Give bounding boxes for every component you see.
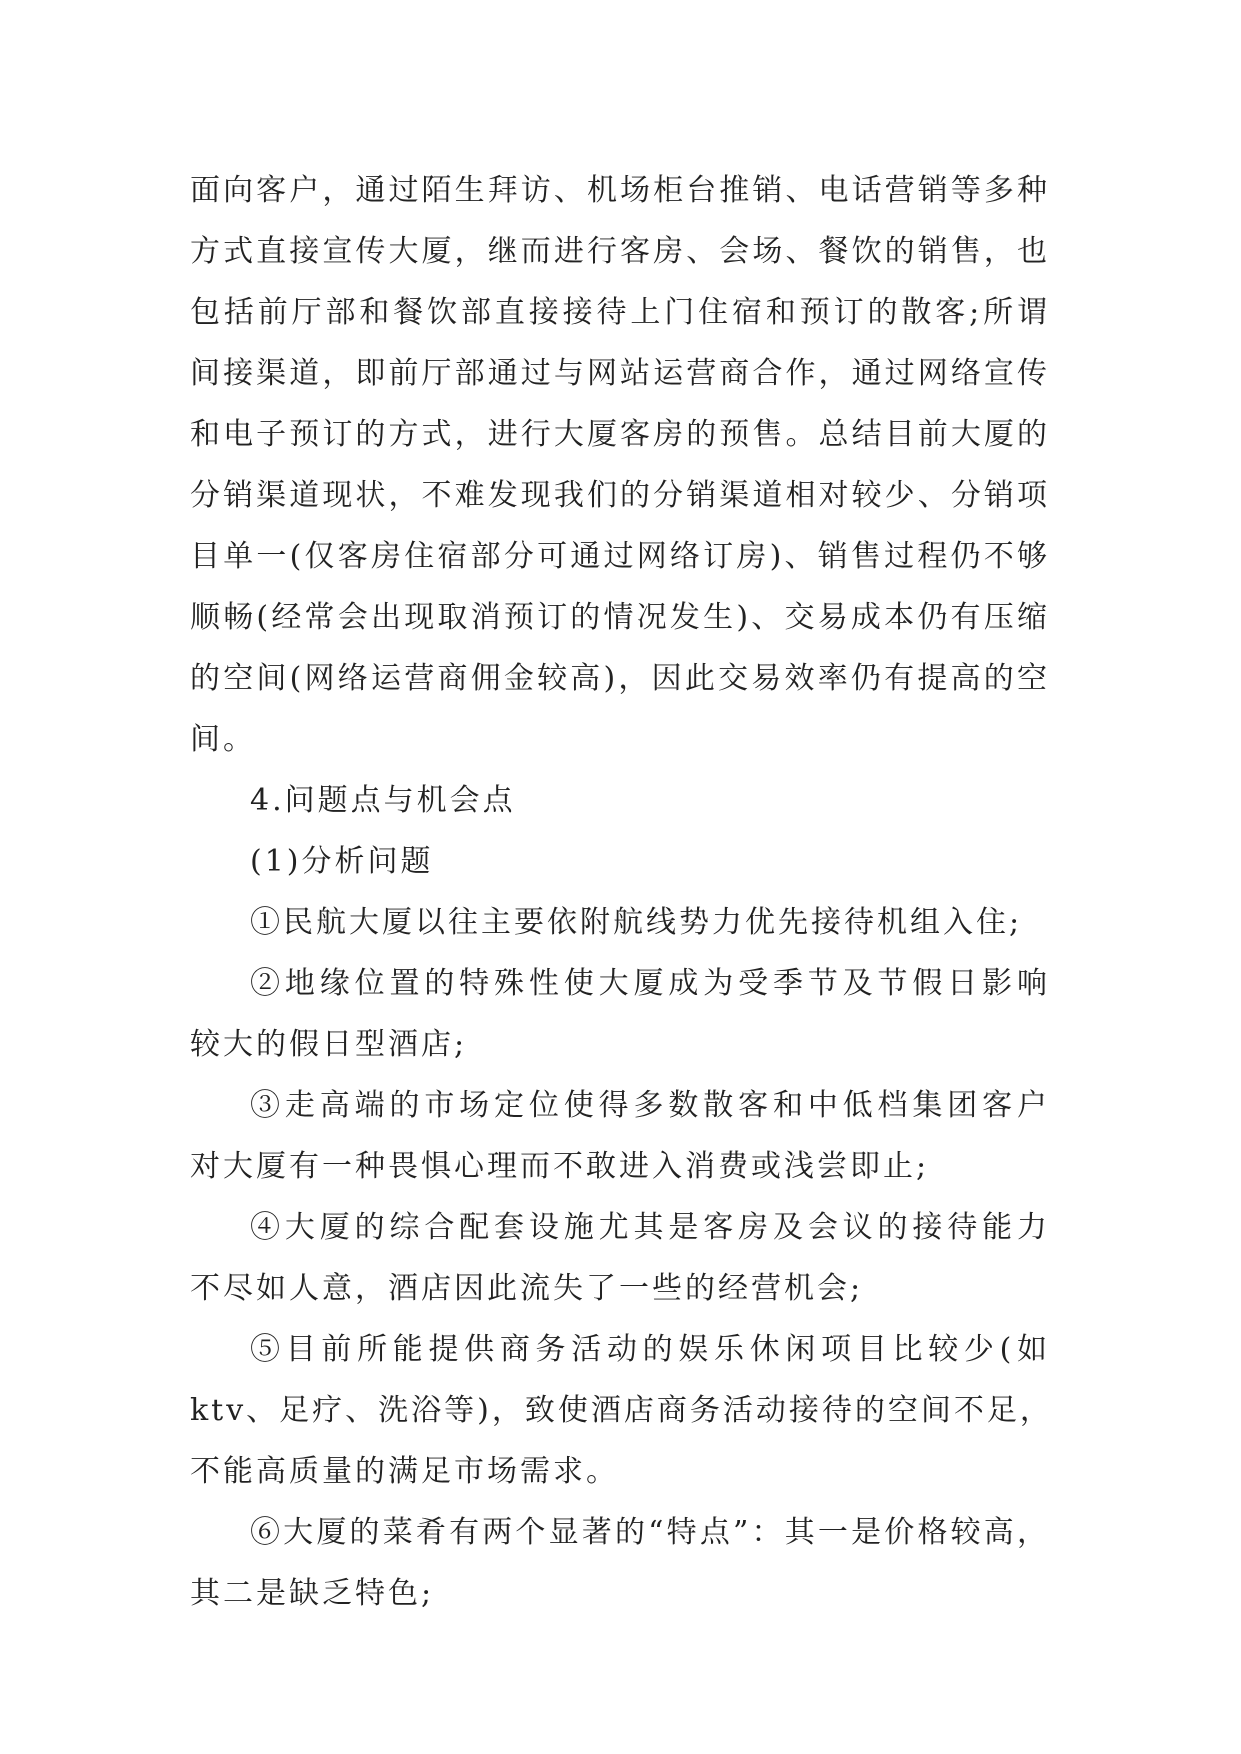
text-line: 间接渠道，即前厅部通过与网站运营商合作，通过网络宣传 bbox=[190, 356, 1050, 391]
list-item: ⑥大厦的菜肴有两个显著的“特点”：其一是价格较高， bbox=[250, 1515, 1050, 1550]
list-item-continuation: 较大的假日型酒店; bbox=[190, 1027, 468, 1062]
section-heading: 4.问题点与机会点 bbox=[250, 783, 516, 818]
text-line: 顺畅(经常会出现取消预订的情况发生)、交易成本仍有压缩 bbox=[190, 600, 1050, 635]
list-item: ①民航大厦以往主要依附航线势力优先接待机组入住; bbox=[250, 905, 1023, 940]
text-line: 包括前厅部和餐饮部直接接待上门住宿和预订的散客;所谓 bbox=[190, 295, 1050, 330]
text-line: 的空间(网络运营商佣金较高)，因此交易效率仍有提高的空 bbox=[190, 661, 1050, 696]
list-item: ⑤目前所能提供商务活动的娱乐休闲项目比较少(如 bbox=[250, 1332, 1050, 1367]
body-text bbox=[190, 160, 1053, 1624]
subsection-heading: (1)分析问题 bbox=[250, 844, 434, 879]
text-line: 目单一(仅客房住宿部分可通过网络订房)、销售过程仍不够 bbox=[190, 539, 1050, 574]
text-line: 面向客户，通过陌生拜访、机场柜台推销、电话营销等多种 bbox=[190, 173, 1050, 208]
list-item: ②地缘位置的特殊性使大厦成为受季节及节假日影响 bbox=[250, 966, 1050, 1001]
text-line: 和电子预订的方式，进行大厦客房的预售。总结目前大厦的 bbox=[190, 417, 1050, 452]
list-item: ④大厦的综合配套设施尤其是客房及会议的接待能力 bbox=[250, 1210, 1050, 1245]
text-line: 间。 bbox=[190, 722, 256, 757]
list-item-continuation: 对大厦有一种畏惧心理而不敢进入消费或浅尝即止; bbox=[190, 1149, 930, 1184]
list-item-continuation: 不尽如人意，酒店因此流失了一些的经营机会; bbox=[190, 1271, 864, 1306]
list-item-continuation: 不能高质量的满足市场需求。 bbox=[190, 1454, 619, 1489]
text-line: 分销渠道现状，不难发现我们的分销渠道相对较少、分销项 bbox=[190, 478, 1050, 513]
text-line: 方式直接宣传大厦，继而进行客房、会场、餐饮的销售，也 bbox=[190, 234, 1050, 269]
list-item-continuation: ktv、足疗、洗浴等)，致使酒店商务活动接待的空间不足， bbox=[190, 1393, 1053, 1428]
list-item: ③走高端的市场定位使得多数散客和中低档集团客户 bbox=[250, 1088, 1050, 1123]
list-item-continuation: 其二是缺乏特色; bbox=[190, 1576, 435, 1611]
